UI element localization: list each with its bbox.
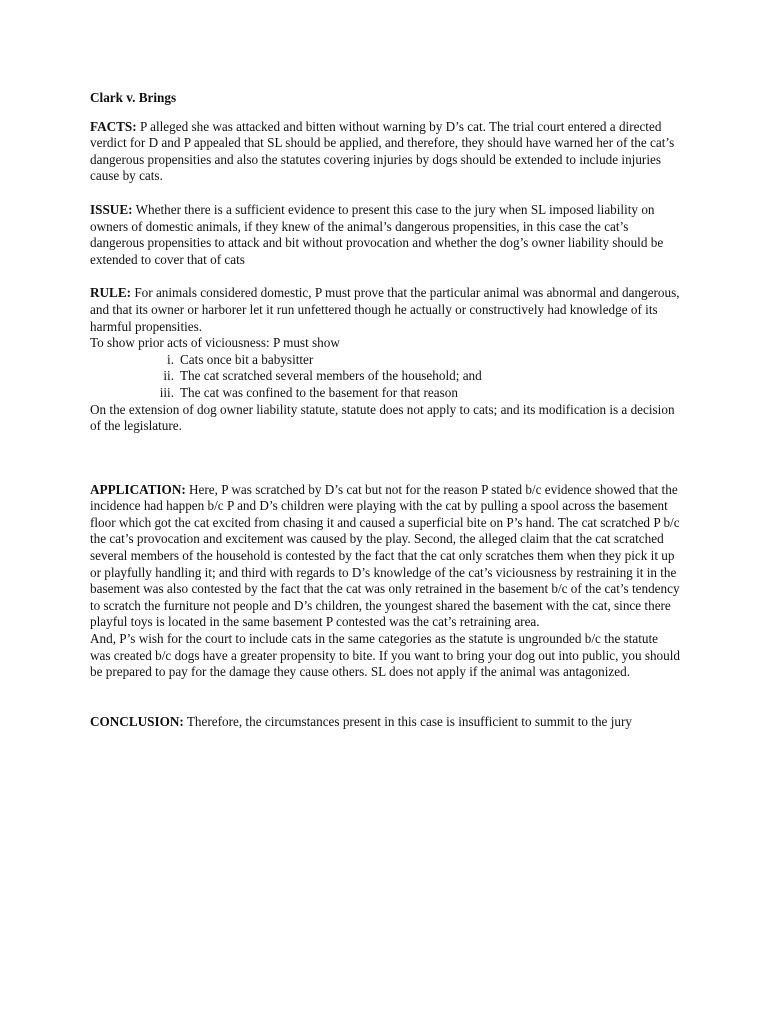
case-title: Clark v. Brings xyxy=(90,90,177,105)
application-section xyxy=(90,482,680,681)
conclusion-section xyxy=(90,714,680,731)
list-item xyxy=(90,368,680,385)
list-item xyxy=(90,385,680,402)
application-paragraph-2: And, P’s wish for the court to include cats in the same categories as the statute is ungrounded b/c the statute was created b/c dogs have a greater propensity to bite. If you want to bring your dog out into public, you should be prepared to pay for the damage they cause others. SL does not apply if the animal was antagonized. xyxy=(90,631,681,680)
application-label: APPLICATION: xyxy=(90,481,186,497)
application-text: Here, P was scratched by D’s cat but not for the reason P stated b/c evidence showed that the incidence had happen b/c P and D’s children were playing with the cat by pulling a spool across the basement floor which got the cat excited from chasing it and caused a superficial bite on P’s hand. The cat scratched P b/c the cat’s provocation and excitement was caused by the play. Second, the alleged claim that the cat scratched several members of the household is contested by the fact that the cat only scratches them when they pick it up or playfully handling it; and third with regards to D’s knowledge of the cat’s viciousness by restraining it in the basement was also contested by the fact that the cat was only retrained in the basement b/c of the cat’s tendency to scratch the furniture not people and D’s children, the youngest shared the basement with the cat, since there playful toys is located in the same basement P contested was the cat’s retraining area. xyxy=(90,481,680,630)
list-item-text: The cat was confined to the basement for that reason xyxy=(180,384,458,400)
list-item-text: Cats once bit a babysitter xyxy=(180,351,314,367)
facts-text: P alleged she was attacked and bitten without warning by D’s cat. The trial court entered a directed verdict for D and P appealed that SL should be applied, and therefore, they should have warned her of the cat’s dangerous propensities and also the statutes covering injuries by dogs should be extended to include injuries cause by cats. xyxy=(90,118,675,184)
list-item-number: ii. xyxy=(163,368,174,384)
conclusion-text: Therefore, the circumstances present in this case is insufficient to summit to the jury xyxy=(186,713,632,729)
document-page xyxy=(90,90,680,730)
spacer xyxy=(90,435,680,482)
issue-label: ISSUE: xyxy=(90,201,133,217)
facts-paragraph xyxy=(90,119,680,185)
list-item xyxy=(90,352,680,369)
prior-acts-intro: To show prior acts of viciousness: P must show xyxy=(90,335,340,351)
issue-section xyxy=(90,202,680,268)
rule-section xyxy=(90,285,680,434)
prior-acts-list xyxy=(90,352,680,402)
extension-paragraph: On the extension of dog owner liability statute, statute does not apply to cats; and its modification is a decision of the legislature. xyxy=(90,401,675,434)
rule-text: For animals considered domestic, P must prove that the particular animal was abnormal and dangerous, and that its owner or harborer let it run unfettered though he actually or constructively had knowledge of its harmful propensities. xyxy=(90,285,680,334)
issue-text: Whether there is a sufficient evidence to present this case to the jury when SL imposed liability on owners of domestic animals, if they knew of the animal’s dangerous propensities, in this case the cat’s dangerous propensities to attack and bit without provocation and whether the dog’s owner liability should be extended to cover that of cats xyxy=(90,201,664,267)
facts-label: FACTS: xyxy=(90,118,137,134)
spacer xyxy=(90,681,680,714)
conclusion-paragraph xyxy=(90,714,680,731)
conclusion-label: CONCLUSION: xyxy=(90,713,184,729)
list-item-number: i. xyxy=(167,351,174,367)
facts-section xyxy=(90,119,680,185)
issue-paragraph xyxy=(90,202,680,268)
rule-label: RULE: xyxy=(90,285,132,301)
spacer xyxy=(90,268,680,285)
rule-paragraph xyxy=(90,285,680,335)
list-item-text: The cat scratched several members of the household; and xyxy=(180,368,482,384)
application-paragraph xyxy=(90,482,680,631)
list-item-number: iii. xyxy=(159,384,174,400)
spacer xyxy=(90,185,680,202)
